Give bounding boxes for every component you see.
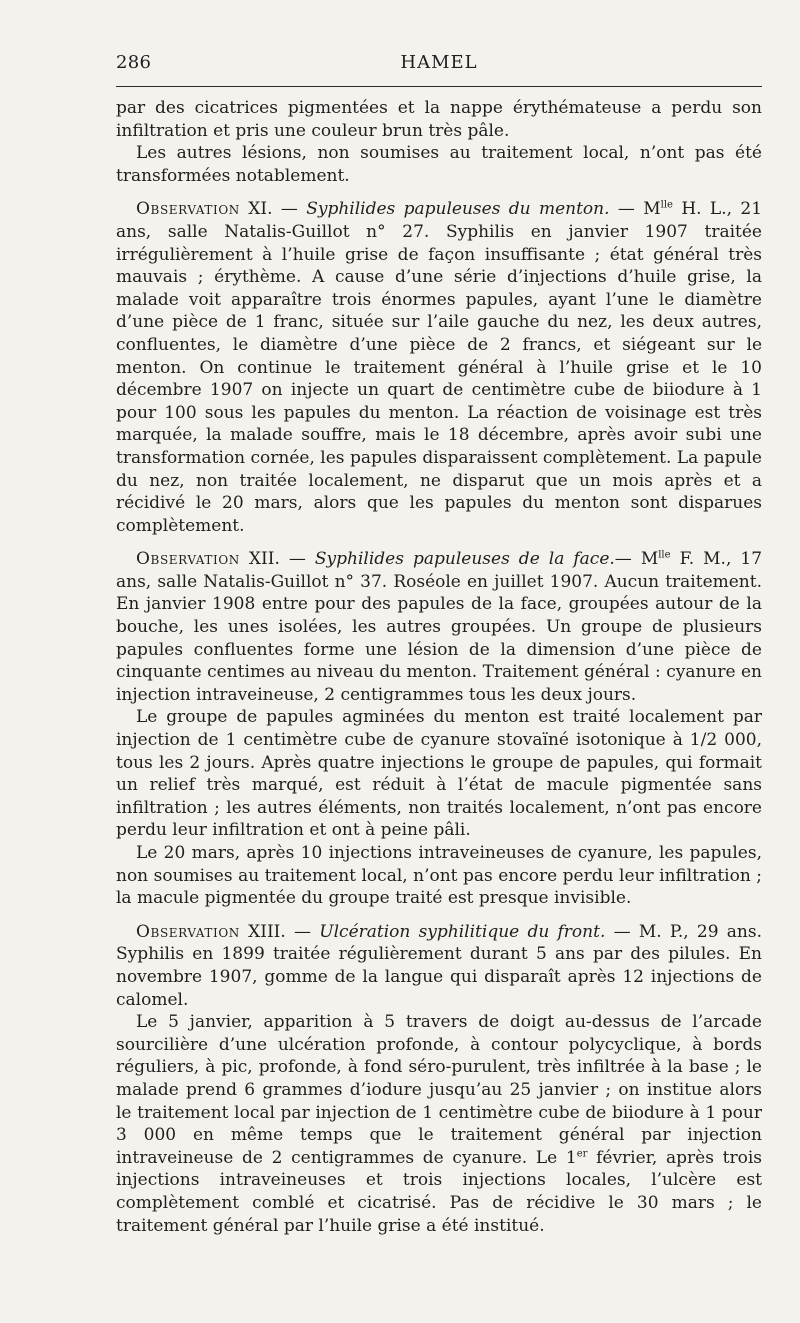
ordinal-superscript: er [576, 1148, 588, 1160]
observation-12-paragraph-2: Le groupe de papules agminées du menton est traité localement par injection de 1 centimètre cube de cyanure stovaïné isotonique à 1/2 000, tous les 2 jours. Après quatre injections le groupe de papules, qui formait un relief très marqué, est réduit à l’état de macule pigmentée sans infiltration ; les autres éléments, non traités localement, n’ont pas encore perdu leur infiltration et ont à peine pâli. [116, 707, 762, 841]
book-page [116, 52, 762, 1237]
observation-title: Ulcération syphilitique du front. [319, 921, 606, 942]
honorific-superscript: lle [660, 199, 673, 211]
honorific: M [643, 199, 661, 220]
observation-label: Observation [136, 549, 240, 570]
observation-text: M. P., 29 ans. Syphilis en 1899 traitée régulièrement durant 5 ans par des pilules. En novembre 1907, gomme de la langue qui disparaît après 12 injections de calomel. [116, 921, 763, 1010]
observation-label: Observation [136, 199, 240, 220]
observation-number: XI. [248, 199, 273, 220]
spacer [116, 910, 762, 921]
honorific: M [640, 549, 659, 570]
dash: — [614, 549, 641, 570]
observation-number: XIII. [248, 921, 286, 942]
dash: — [272, 199, 307, 220]
paragraph-text: février, après trois injections intraveineuses et trois injections locales, l’ulcère est complètement comblé et cicatrisé. Pas de récidive le 30 mars ; le traitement général par l’huile grise a été institué. [116, 1147, 762, 1236]
dash: — [605, 921, 639, 942]
spacer [116, 187, 762, 198]
observation-title: Syphilides papuleuses du menton. [306, 199, 610, 220]
paragraph-other-lesions: Les autres lésions, non soumises au traitement local, n’ont pas été transformées notablement. [116, 143, 762, 186]
observation-12 [116, 548, 762, 706]
observation-13 [116, 921, 762, 1011]
honorific-superscript: lle [658, 549, 671, 561]
observation-12-paragraph-3: Le 20 mars, après 10 injections intraveineuses de cyanure, les papules, non soumises au traitement local, n’ont pas encore perdu leur infiltration ; la macule pigmentée du groupe traité est presque invisible. [116, 843, 762, 909]
header-rule [116, 86, 762, 87]
observation-13-paragraph-2 [116, 1011, 762, 1237]
observation-label: Observation [136, 921, 240, 942]
dash: — [609, 199, 644, 220]
paragraph-text: Le 5 janvier, apparition à 5 travers de doigt au-dessus de l’arcade sourcilière d’une ulcération profonde, à contour polycyclique, à bords réguliers, à pic, profonde, à fond séro-purulent, très infiltrée à la base ; le malade prend 6 grammes d’iodure jusqu’au 25 janvier ; on institue alors le traitement local par injection de 1 centimètre cube de biiodure à 1 pour 3 000 en même temps que le traitement général par injection intraveineuse de 2 centigrammes de cyanure. Le 1 [116, 1012, 762, 1168]
dash: — [279, 549, 315, 570]
paragraph-continuation: par des cicatrices pigmentées et la nappe érythémateuse a perdu son infiltration et pris une couleur brun très pâle. [116, 98, 762, 141]
running-title: HAMEL [400, 52, 478, 73]
page-number: 286 [116, 52, 152, 73]
observation-text: H. L., 21 ans, salle Natalis-Guillot n° 27. Syphilis en janvier 1907 traitée irrégulièrement à l’huile grise de façon insuffisante ; état général très mauvais ; érythème. A cause d’une série d’injections d’huile grise, la malade voit apparaître trois énormes papules, ayant l’une le diamètre d’une pièce de 1 franc, située sur l’aile gauche du nez, les deux autres, confluentes, le diamètre d’une pièce de 2 francs, et siégeant sur le menton. On continue le traitement général à l’huile grise et le 10 décembre 1907 on injecte un quart de centimètre cube de biiodure à 1 pour 100 sous les papules du menton. La réaction de voisinage est très marquée, la malade souffre, mais le 18 décembre, après avoir subi une transformation cornée, les papules disparaissent complètement. La papule du nez, non traitée localement, ne disparut que un mois après et a récidivé le 20 mars, alors que les papules du menton sont disparues complètement. [116, 199, 763, 536]
observation-11 [116, 198, 762, 537]
observation-title: Syphilides papuleuses de la face. [314, 549, 615, 570]
dash: — [285, 921, 320, 942]
running-head [116, 52, 762, 86]
observation-number: XII. [248, 549, 280, 570]
observation-text: F. M., 17 ans, salle Natalis-Guillot n° 37. Roséole en juillet 1907. Aucun traitement. En janvier 1908 entre pour des papules de la face, groupées autour de la bouche, les unes isolées, les autres groupées. Un groupe de plusieurs papules confluentes forme une lésion de la dimension d’une pièce de cinquante centimes au niveau du menton. Traitement général : cyanure en injection intraveineuse, 2 centigrammes tous les deux jours. [116, 549, 763, 705]
spacer [116, 537, 762, 548]
